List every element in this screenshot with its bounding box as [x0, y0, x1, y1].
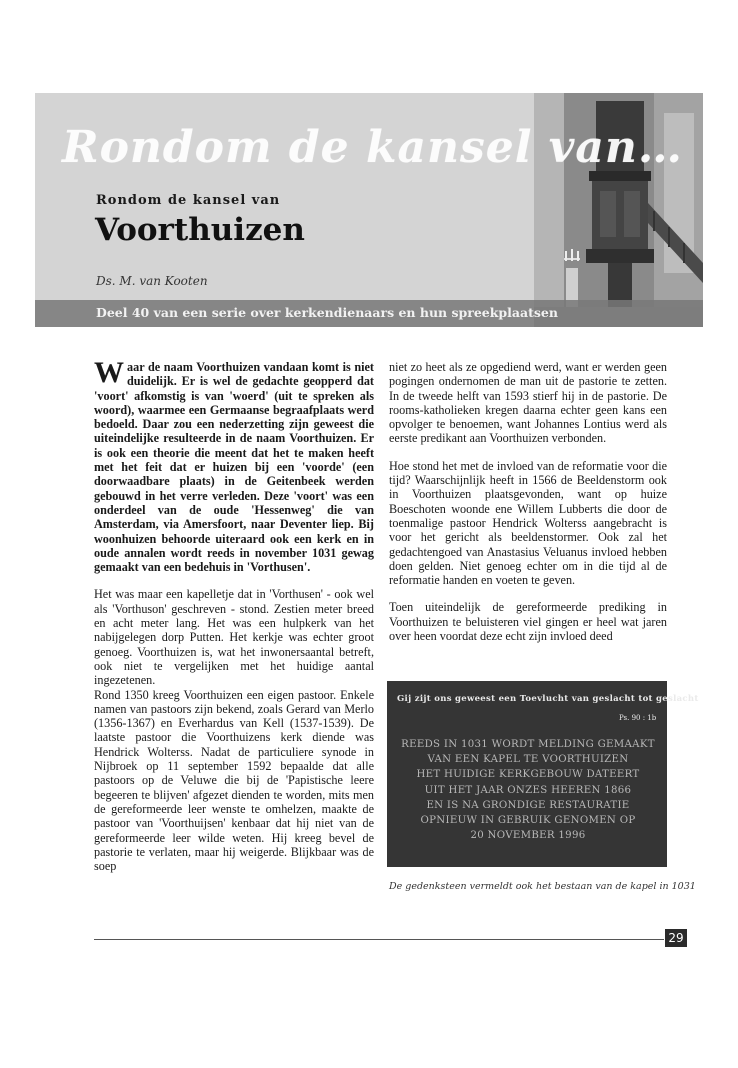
article-author: Ds. M. van Kooten	[96, 274, 208, 288]
plaque-inscription	[397, 737, 659, 843]
footer-rule	[94, 939, 664, 940]
body-paragraph-4: Hoe stond het met de invloed van de reformatie voor die tijd? Waarschijnlijk heeft in 1566 de Beeldenstorm ook in Voorthuizen plaatsgevonden, want op huize Boeschoten woonde ene Willem Lubberts die door de toenmalige pastoor Hendrick Wolterss aangebracht is voor het gericht als beeldenstormer. Ook zal het gedachtengoed van Anastasius Veluanus invloed hebben doen gelden. Niet genoeg echter om in die tijd al de reformatie handen en voeten te geven.	[389, 458, 667, 588]
article-column-left	[94, 356, 374, 886]
intro-paragraph	[94, 356, 374, 575]
page-number: 29	[665, 929, 687, 947]
body-paragraph-1: Het was maar een kapelletje dat in 'Vorthusen' - ook wel als 'Vorthuson' geschreven - stond. Zestien meter breed en acht meter lang. Het was een hulpkerk van het nabijgelegen dorp Putten. Het kerkje was echter groot genoeg. Voorthuizen is, wat het inwonersaantal betreft, ook niet te vergelijken met het huidige aantal ingezetenen.	[94, 587, 374, 688]
intro-text: aar de naam Voorthuizen vandaan komt is niet duidelijk. Er is wel de gedachte geopperd dat 'voort' afkomstig is van 'woerd' (uit te spreken als woord), waarmee een Germaanse begraafplaats werd bedoeld. Daar zou een nederzetting zijn geweest die uiteindelijke resulteerde in de naam Voorthuizen. Er is ook een theorie die meent dat het te maken heeft met het feit dat er huizen bij een 'voorde' (een doorwaadbare plaats) in de Geitenbeek werden gebouwd in het verre verleden. Deze 'voort' was een onderdeel van de oude 'Hessenweg' die van Amsterdam, via Amersfoort, naar Deventer liep. Bij woonhuizen behoorde uiteraard ook een kerk en in oude annalen wordt reeds in november 1031 gewag gemaakt van een bedehuis in 'Vorthusen'.	[94, 360, 374, 575]
script-title: Rondom de kansel van…	[62, 122, 683, 173]
article-kicker: Rondom de kansel van	[96, 193, 281, 208]
plaque-heading: Gij zijt ons geweest een Toevlucht van geslacht tot geslacht	[397, 694, 699, 704]
article-title: Voorthuizen	[95, 212, 305, 248]
plaque-line: HET HUIDIGE KERKGEBOUW DATEERT	[416, 769, 640, 781]
plaque-line: 20 NOVEMBER 1996	[470, 830, 586, 842]
drop-cap: W	[94, 356, 124, 389]
article-column-right	[389, 360, 667, 656]
plaque-line: UIT HET JAAR ONZES HEEREN 1866	[424, 784, 632, 796]
plaque-line: EN IS NA GRONDIGE RESTAURATIE	[426, 799, 630, 811]
plaque-caption: De gedenksteen vermeldt ook het bestaan van de kapel in 1031	[389, 881, 696, 892]
body-paragraph-3: niet zo heet als ze opgediend werd, want er werden geen pogingen ondernomen de man uit de pastorie te zetten. In de tweede helft van 1593 stierf hij in de pastorie. De rooms-katholieken kregen daarna echter geen kans een opvolger te benoemen, want Johannes Lontius werd als eerste predikant aan Voorthuizen verbonden.	[389, 360, 667, 446]
plaque-psalm-reference: Ps. 90 : 1b	[619, 714, 657, 722]
plaque-line: REEDS IN 1031 WORDT MELDING GEMAAKT	[401, 739, 655, 750]
body-paragraph-2: Rond 1350 kreeg Voorthuizen een eigen pastoor. Enkele namen van pastoors zijn bekend, zoals Gerard van Merlo (1356-1367) en Everhardus van Kell (1537-1539). De laatste pastoor die Voorthuizens kerk diende was Hendrick Wolterss. Nadat de particuliere synode in Nijbroek op 11 september 1592 bepaalde dat alle pastoors op de Veluwe die bij de 'Papistische leere begeeren te blijven' afgezet dienden te worden, mits men de gereformeerde leer wenste te omhelzen, maakte de pastoor van 'Voorthuijsen' kenbaar dat hij niet van de gereformeerde leer wilde weten. Hij kreeg bevel de pastorie te verlaten, maar hij weigerde. Blijkbaar was de soep	[94, 687, 374, 874]
memorial-plaque-photo	[387, 681, 699, 867]
plaque-line: OPNIEUW IN GEBRUIK GENOMEN OP	[420, 815, 636, 827]
series-subtitle: Deel 40 van een serie over kerkendienaars en hun spreekplaatsen	[96, 305, 558, 320]
body-paragraph-5: Toen uiteindelijk de gereformeerde prediking in Voorthuizen te beluisteren viel gingen er heel wat jaren over heen voordat deze echt zijn invloed deed	[389, 600, 667, 644]
plaque-line: VAN EEN KAPEL TE VOORTHUIZEN	[427, 754, 629, 766]
